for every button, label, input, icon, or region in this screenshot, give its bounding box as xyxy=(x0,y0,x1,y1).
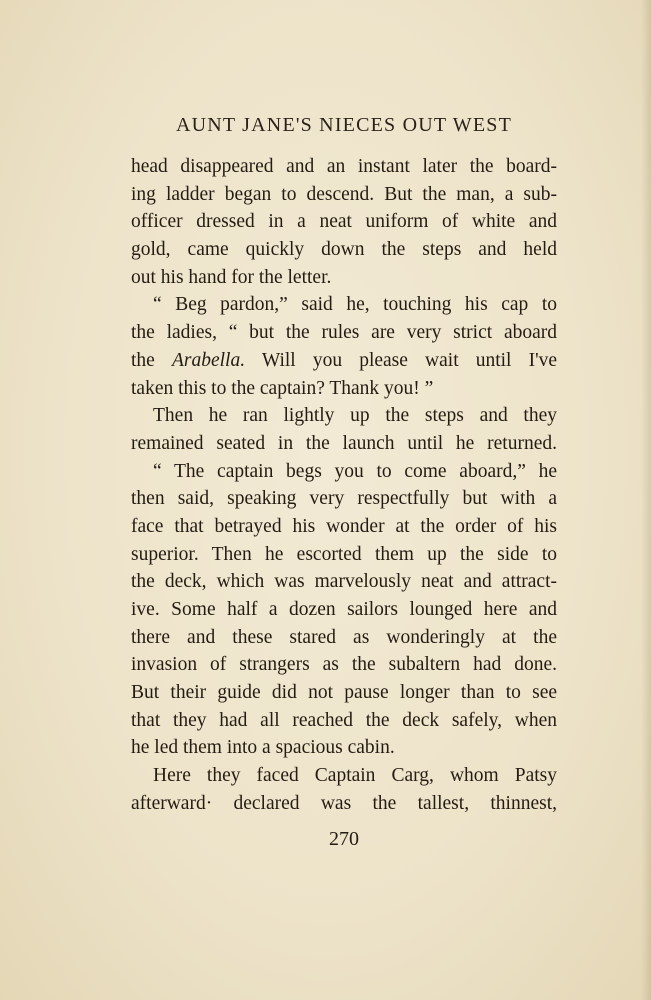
text-line: Then he ran lightly up the steps and they xyxy=(153,405,557,427)
text-line: the ladies, “ but the rules are very strict aboard xyxy=(131,322,557,344)
text-line: superior. Then he escorted them up the side to xyxy=(131,543,557,565)
text-line: gold, came quickly down the steps and held xyxy=(131,239,557,261)
text-line: remained seated in the launch until he returned. xyxy=(131,432,557,454)
text-line: ing ladder began to descend. But the man, a sub- xyxy=(131,183,557,205)
text-line: out his hand for the letter. xyxy=(131,266,332,288)
text-fragment: the xyxy=(131,349,155,371)
text-line: But their guide did not pause longer than to see xyxy=(131,682,557,704)
body-text xyxy=(131,153,557,818)
text-line: then said, speaking very respectfully but with a xyxy=(131,488,557,510)
ship-name-italic: Arabella. xyxy=(171,349,246,371)
text-line: taken this to the captain? Thank you! ” xyxy=(131,377,434,399)
text-line-with-italic xyxy=(131,347,557,375)
text-line: ive. Some half a dozen sailors lounged here and xyxy=(131,599,557,620)
text-line: head disappeared and an instant later the board- xyxy=(131,156,557,177)
text-line: the deck, which was marvelously neat and attract- xyxy=(131,571,557,593)
text-line: there and these stared as wonderingly at the xyxy=(131,626,557,648)
text-line: “ Beg pardon,” said he, touching his cap to xyxy=(153,294,557,316)
text-fragment: Will you please wait until I've xyxy=(261,349,557,371)
text-line: face that betrayed his wonder at the order of his xyxy=(131,515,557,537)
text-line: that they had all reached the deck safely, when xyxy=(131,709,557,731)
text-line: he led them into a spacious cabin. xyxy=(131,737,395,759)
text-line: afterward· declared was the tallest, thinnest, xyxy=(131,792,557,814)
page-edge-shadow xyxy=(641,0,651,1000)
text-line: officer dressed in a neat uniform of white and xyxy=(131,211,557,233)
text-line: Here they faced Captain Carg, whom Patsy xyxy=(153,765,557,787)
running-head: AUNT JANE'S NIECES OUT WEST xyxy=(175,114,512,136)
page-number: 270 xyxy=(329,828,359,850)
text-line: “ The captain begs you to come aboard,” he xyxy=(153,460,557,482)
text-line: invasion of strangers as the subaltern had done. xyxy=(131,654,557,676)
